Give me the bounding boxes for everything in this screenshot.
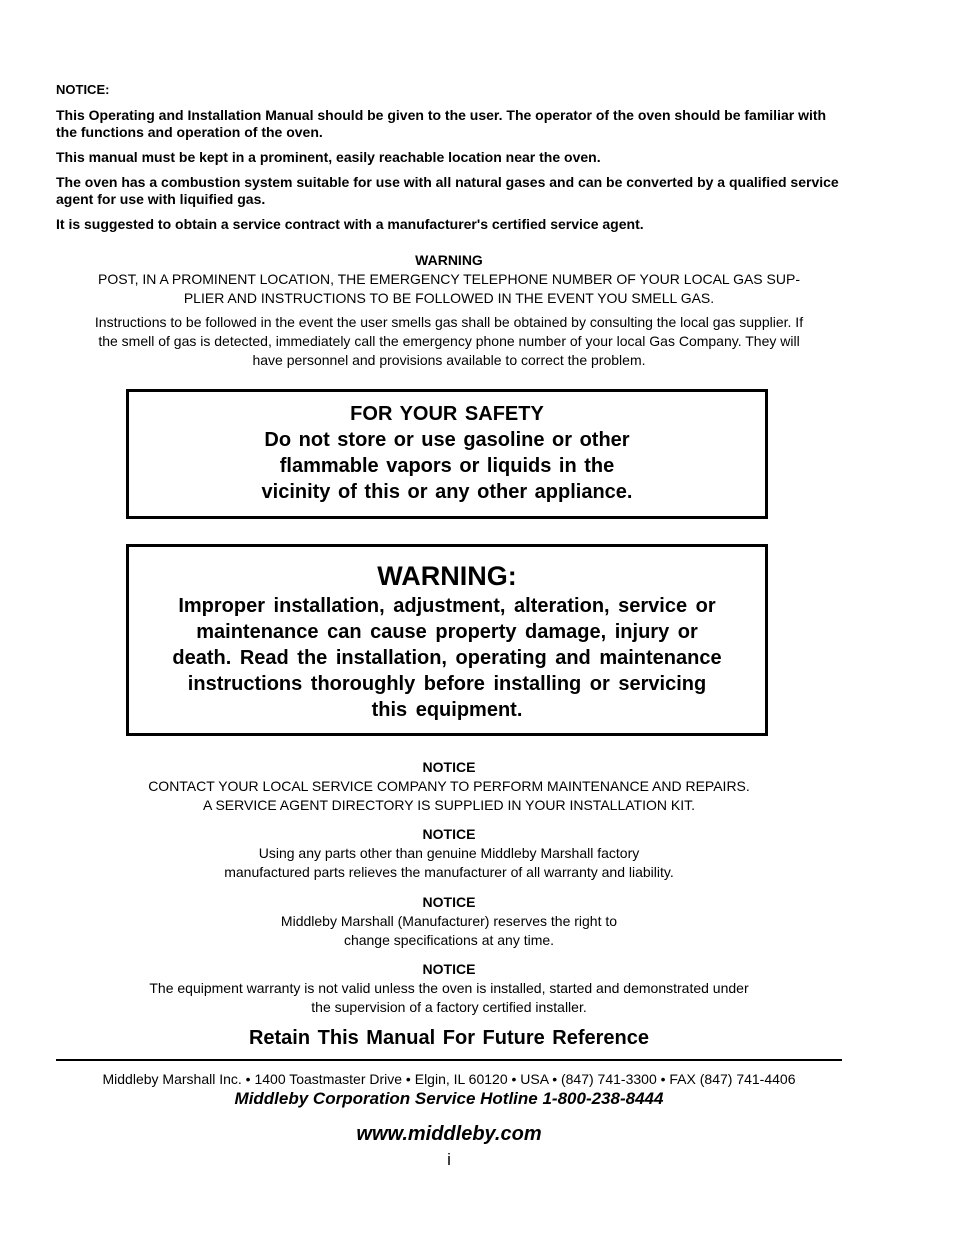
- safety-box-title: FOR YOUR SAFETY: [350, 403, 544, 425]
- notice-block-line: Using any parts other than genuine Middleby Marshall factory: [258, 845, 640, 861]
- safety-box-line: Do not store or use gasoline or other: [264, 429, 630, 451]
- company-address: Middleby Marshall Inc. • 1400 Toastmaster Drive • Elgin, IL 60120 • USA • (847) 741-3300 • FAX (847) 741-4406: [102, 1071, 796, 1087]
- notice-block-line: manufactured parts relieves the manufacturer of all warranty and liability.: [224, 864, 674, 880]
- gas-warning-block: [56, 251, 842, 370]
- intro-paragraph: It is suggested to obtain a service contract with a manufacturer's certified service agent.: [56, 216, 644, 232]
- notice-block: [56, 825, 842, 882]
- intro-paragraphs: [56, 107, 846, 241]
- notice-heading: NOTICE:: [56, 82, 110, 97]
- gas-instructions-line: Instructions to be followed in the event the user smells gas shall be obtained by consulting the local gas supplier. If: [94, 314, 804, 330]
- gas-warning-line: PLIER AND INSTRUCTIONS TO BE FOLLOWED IN THE EVENT YOU SMELL GAS.: [183, 290, 715, 306]
- intro-paragraph: The oven has a combustion system suitable for use with all natural gases and can be converted by a qualified service agent for use with liquified gas.: [56, 174, 839, 207]
- safety-box: [126, 389, 768, 519]
- notice-block-line: A SERVICE AGENT DIRECTORY IS SUPPLIED IN YOUR INSTALLATION KIT.: [203, 797, 695, 813]
- notice-block: [56, 758, 842, 815]
- intro-paragraph: This manual must be kept in a prominent, easily reachable location near the oven.: [56, 149, 601, 165]
- gas-warning-heading: WARNING: [415, 252, 483, 268]
- notice-block: [56, 960, 842, 1017]
- notice-block-line: CONTACT YOUR LOCAL SERVICE COMPANY TO PERFORM MAINTENANCE AND REPAIRS.: [148, 778, 750, 794]
- warning-box-line: death. Read the installation, operating and maintenance: [172, 647, 722, 669]
- gas-instructions-line: have personnel and provisions available to correct the problem.: [252, 352, 646, 368]
- notice-block-heading: NOTICE: [422, 894, 476, 910]
- notice-block-heading: NOTICE: [422, 961, 476, 977]
- warning-box-line: this equipment.: [371, 699, 523, 721]
- warning-box-line: Improper installation, adjustment, alteration, service or: [178, 595, 716, 617]
- notice-block-line: change specifications at any time.: [343, 932, 555, 948]
- retain-manual-heading: Retain This Manual For Future Reference: [248, 1027, 650, 1049]
- intro-paragraph: This Operating and Installation Manual should be given to the user. The operator of the oven should be familiar with the functions and operation of the oven.: [56, 107, 827, 140]
- notice-block: [56, 893, 842, 950]
- gas-instructions-line: the smell of gas is detected, immediately call the emergency phone number of your local Gas Company. They will: [98, 333, 800, 349]
- safety-box-line: flammable vapors or liquids in the: [279, 455, 615, 477]
- notice-block-line: the supervision of a factory certified installer.: [311, 999, 587, 1015]
- warning-box-line: instructions thoroughly before installing or servicing: [187, 673, 707, 695]
- website-link[interactable]: www.middleby.com: [356, 1123, 542, 1145]
- notice-block-line: Middleby Marshall (Manufacturer) reserves the right to: [280, 913, 618, 929]
- notice-block-line: The equipment warranty is not valid unless the oven is installed, started and demonstrated under: [149, 980, 749, 996]
- warning-box-title: WARNING:: [377, 561, 517, 591]
- warning-box-line: maintenance can cause property damage, injury or: [196, 621, 698, 643]
- gas-warning-line: POST, IN A PROMINENT LOCATION, THE EMERGENCY TELEPHONE NUMBER OF YOUR LOCAL GAS SUP-: [98, 271, 800, 287]
- safety-box-line: vicinity of this or any other appliance.: [261, 481, 633, 503]
- service-hotline: Middleby Corporation Service Hotline 1-800-238-8444: [234, 1089, 664, 1108]
- footer-divider: [56, 1059, 842, 1061]
- notice-block-heading: NOTICE: [422, 826, 476, 842]
- notice-block-heading: NOTICE: [422, 759, 476, 775]
- page-number: i: [447, 1150, 451, 1169]
- warning-box: [126, 544, 768, 736]
- warning-box-body: [129, 593, 765, 723]
